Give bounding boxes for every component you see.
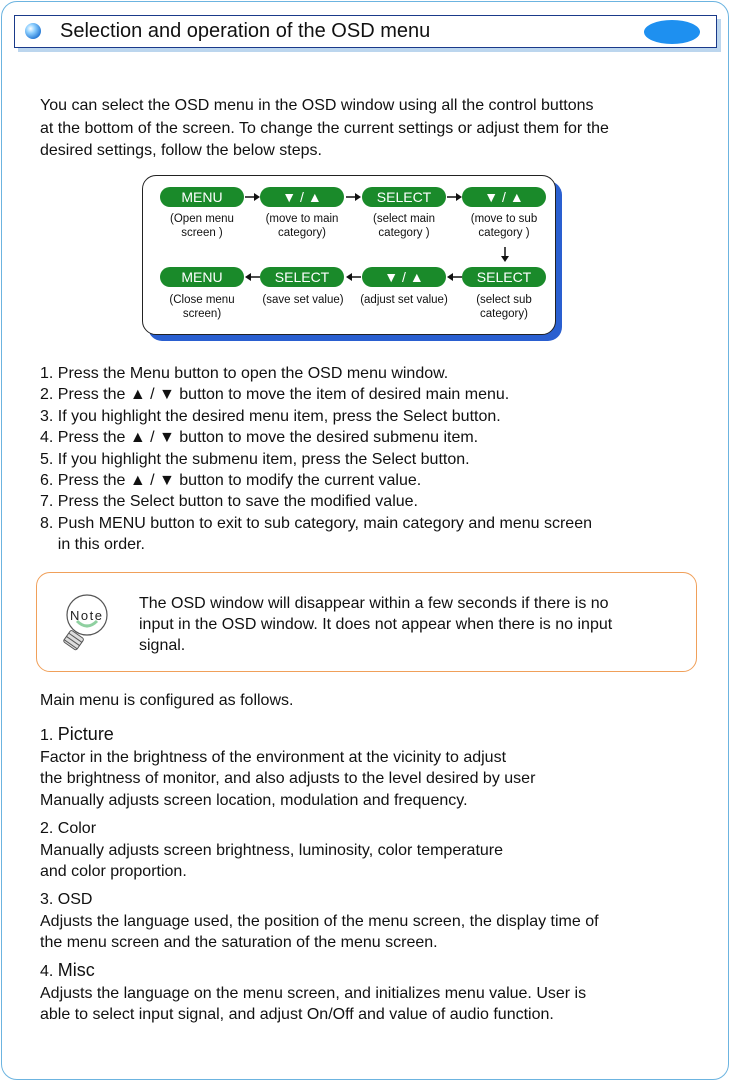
section-heading: OSD [57, 891, 93, 908]
flow-button-updown: ▼ / ▲ [260, 187, 344, 207]
section-color: 2. Color Manually adjusts screen brightness, luminosity, color temperature and color proportion. [40, 820, 504, 880]
section-heading: Misc [57, 960, 95, 980]
arrow-down-icon [500, 247, 510, 262]
note-lightbulb-icon [57, 591, 115, 655]
note-label: Note [70, 608, 104, 623]
osd-flow-diagram [142, 175, 556, 335]
section-heading: Color [57, 820, 97, 837]
arrow-right-icon [447, 192, 462, 202]
flow-caption: (move to main category) [265, 213, 339, 239]
flow-caption: (select main category ) [373, 213, 435, 239]
step-item: 6. Press the ▲ / ▼ button to modify the current value. [40, 472, 422, 490]
arrow-right-icon [346, 192, 361, 202]
step-item: 2. Press the ▲ / ▼ button to move the item of desired main menu. [40, 386, 510, 404]
step-item: 8. Push MENU button to exit to sub category, main category and menu screen [40, 514, 592, 532]
arrow-left-icon [346, 272, 361, 282]
step-item: in this order. [40, 536, 145, 554]
flow-caption: (Close menu screen) [169, 294, 235, 320]
intro-paragraph [40, 95, 609, 163]
step-item: 5. If you highlight the submenu item, press the Select button. [40, 450, 470, 468]
page-title: Selection and operation of the OSD menu [60, 20, 431, 42]
section-heading: Picture [57, 724, 114, 744]
intro-line: at the bottom of the screen. To change the current settings or adjust them for the [40, 119, 609, 137]
flow-button-updown: ▼ / ▲ [362, 267, 446, 287]
section-picture: 1. Picture Factor in the brightness of the environment at the vicinity to adjust the brightness of monitor, and also adjusts to the level desired by user Manually adjusts screen location, modulation and frequency. [40, 724, 536, 809]
note-box [36, 572, 697, 672]
arrow-left-icon [245, 272, 260, 282]
step-item: 7. Press the Select button to save the modified value. [40, 493, 418, 511]
main-menu-intro: Main menu is configured as follows. [40, 692, 294, 709]
flow-caption: (move to sub category ) [470, 213, 538, 239]
title-bar [14, 15, 717, 48]
flow-button-select: SELECT [362, 187, 446, 207]
flow-button-updown: ▼ / ▲ [462, 187, 546, 207]
arrow-right-icon [245, 192, 260, 202]
flow-caption: (adjust set value) [360, 294, 448, 306]
flow-button-select: SELECT [462, 267, 546, 287]
note-text: The OSD window will disappear within a few seconds if there is no input in the OSD window. It does not appear when there is no input signal. [139, 595, 613, 654]
blue-oval-icon [644, 20, 700, 44]
flow-caption: (save set value) [262, 294, 344, 306]
step-item: 3. If you highlight the desired menu item, press the Select button. [40, 407, 501, 425]
flow-button-menu: MENU [160, 267, 244, 287]
steps-list [40, 363, 592, 556]
flow-caption: (Open menu screen ) [170, 213, 234, 239]
step-item: 4. Press the ▲ / ▼ button to move the desired submenu item. [40, 429, 479, 447]
flow-caption: (select sub category) [476, 294, 532, 320]
bullet-icon [25, 23, 41, 39]
flow-button-select: SELECT [260, 267, 344, 287]
intro-line: desired settings, follow the below steps. [40, 142, 322, 159]
step-item: 1. Press the Menu button to open the OSD menu window. [40, 365, 449, 382]
section-misc: 4. Misc Adjusts the language on the menu screen, and initializes menu value. User is able to select input signal, and adjust On/Off and value of audio function. [40, 960, 587, 1023]
arrow-left-icon [447, 272, 462, 282]
section-osd: 3. OSD Adjusts the language used, the position of the menu screen, the display time of the menu screen and the saturation of the menu screen. [40, 891, 599, 951]
flow-button-menu: MENU [160, 187, 244, 207]
intro-line: You can select the OSD menu in the OSD window using all the control buttons [40, 97, 594, 114]
